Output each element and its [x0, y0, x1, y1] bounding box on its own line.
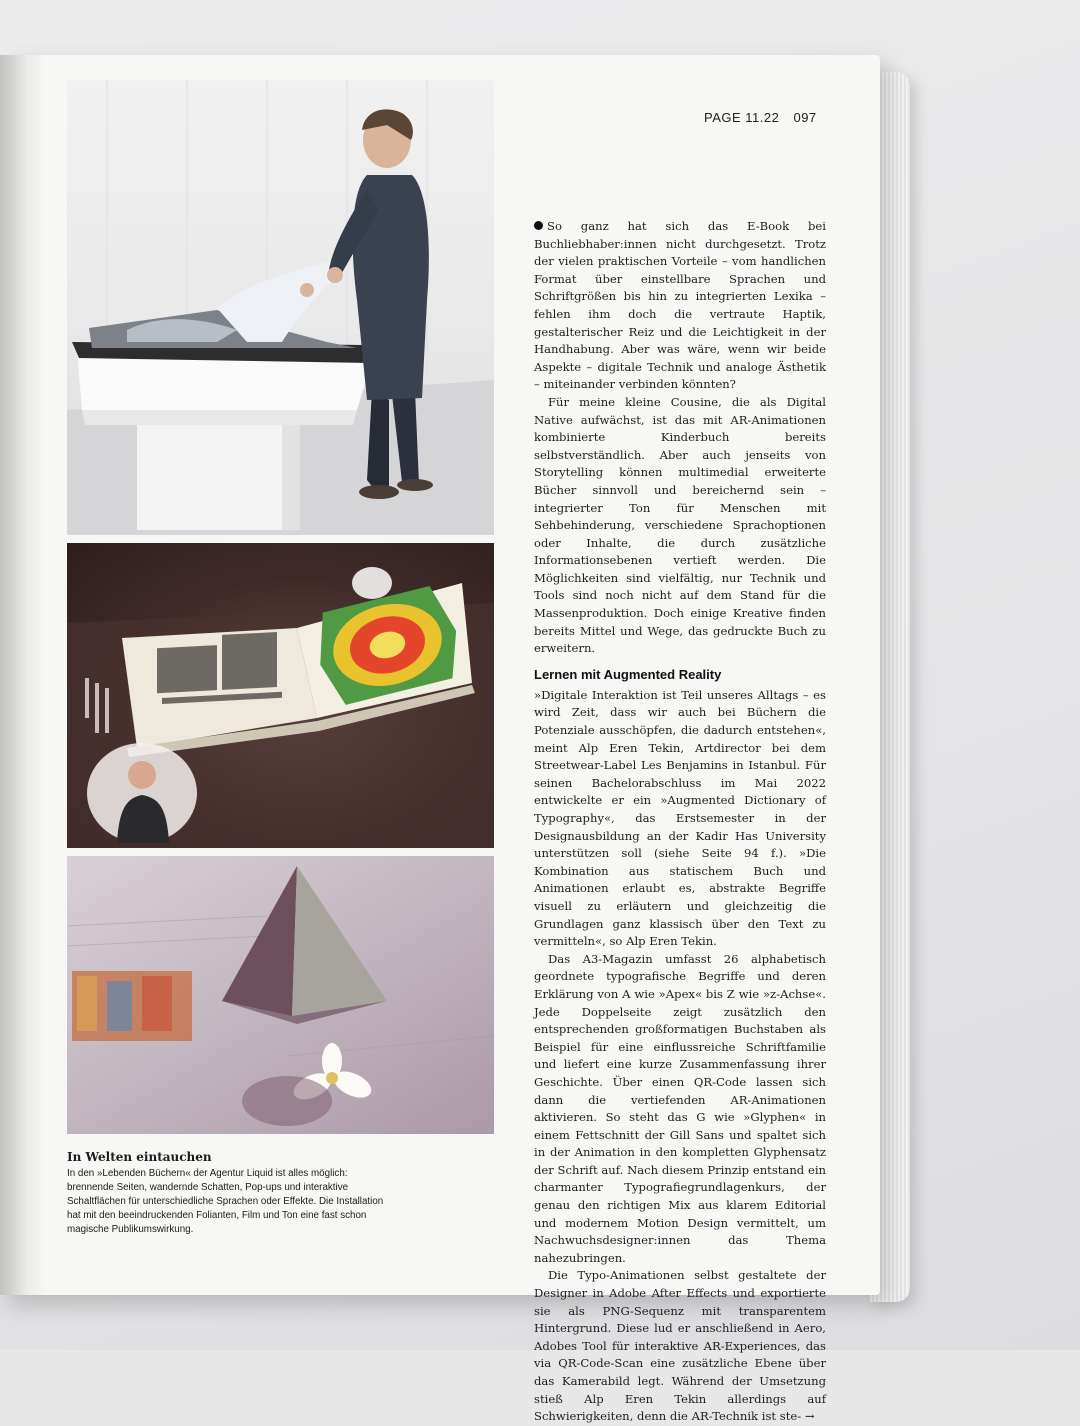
- caption-title: In Welten eintauchen: [67, 1150, 212, 1164]
- article-paragraph: Für meine kleine Cousine, die als Digital Native aufwächst, ist das mit AR-Animationen kombinierte Kinderbuch bereits selbstverständlich. Aber auch jenseits von Storytelling können multimedial erweiterte Bücher sinnvoll und bereichernd sein – integrierter Ton für Menschen mit Sehbehinderung, verschiedene Sprachoptionen oder Inhalte, die durch zusätzliche Informationsebenen vertieft werden. Die Möglichkeiten sind vielfältig, nur Technik und Tools sind noch nicht auf dem Stand für die Massenproduktion. Doch einige Kreative finden bereits Mittel und Wege, das gedruckte Buch zu erweitern.: [534, 394, 826, 656]
- article-paragraph: So ganz hat sich das E-Book bei Buchliebhaber:innen nicht durchgesetzt. Trotz der vielen praktischen Vorteile – vom handlichen Format über einstellbare Sprachen und Schriftgrößen bis hin zu integrierten Lexika – fehlen ihm doch die vertraute Haptik, gestalterischer Reiz und die Leichtigkeit in der Handhabung. Aber was wäre, wenn wir beide Aspekte – digitale Technik und analoge Ästhetik – miteinander verbinden könnten?: [534, 219, 826, 392]
- page-header: [704, 110, 834, 125]
- photo-projected-book: [67, 543, 494, 848]
- page-gutter-shadow: [0, 55, 45, 1295]
- magazine-issue: PAGE 11.22: [704, 110, 780, 125]
- photo-illustration-3: [67, 856, 494, 1134]
- photo-illustration-1: [67, 80, 494, 535]
- article-paragraph: Das A3-Magazin umfasst 26 alphabetisch geordnete typografische Begriffe und deren Erklärung von A wie »Apex« bis Z wie »z-Achse«. Jede Doppelseite zeigt zusätzlich den entsprechenden großformatigen Buchstaben als Beispiel für eine einflussreiche Schriftfamilie und liefert eine kurze Zusammenfassung ihrer Geschichte. Über einen QR-Code lassen sich dann die vertiefenden AR-Animationen aktivieren. So steht das G wie »Glyphen« in einem Fettschnitt der Gill Sans und spaltet sich in der Animation in den kompletten Glyphensatz der Schrift auf. Nach diesem Prinzip entstand ein charmanter Typografiegrundlagenkurs, der genau den richtigen Mix aus klarem Editorial und modernem Motion Design vermittelt, um Nachwuchsdesigner:innen das Thema nahezubringen.: [534, 951, 826, 1265]
- bullet-icon: [534, 221, 543, 230]
- photo-illustration-2: [67, 543, 494, 848]
- photo-caption: [67, 1150, 397, 1237]
- photo-pyramid-on-book: [67, 856, 494, 1134]
- page-number: 097: [793, 110, 817, 125]
- article-paragraph: Die Typo-Animationen selbst gestaltete der Designer in Adobe After Effects und exportierte sie als PNG-Sequenz mit transparentem Hintergrund. Diese lud er anschließend in Aero, Adobes Tool für interaktive AR-Experiences, das via QR-Code-Scan eine zusätzliche Ebene über das Kamerabild legt. Während der Umsetzung stieß Alp Eren Tekin allerdings auf Schwierigkeiten, denn die AR-Technik ist ste- →: [534, 1268, 826, 1424]
- article-paragraph: »Digitale Interaktion ist Teil unseres Alltags – es wird Zeit, dass wir auch bei Büchern die Potenziale ausschöpfen, die dadurch entstehen«, meint Alp Eren Tekin, Artdirector bei dem Streetwear-Label Les Benjamins in Istanbul. Für seinen Bachelorabschluss im Mai 2022 entwickelte er ein »Augmented Dictionary of Typography«, das Erstsemester in der Designausbildung an der Kadir Has University unterstützen soll (siehe Seite 94 f.). »Die Kombination aus statischem Buch und Animationen erlaubt es, abstrakte Begriffe visuell zu erläutern und gleichzeitig die Grundlagen ganz klassisch über den Text zu vermitteln«, so Alp Eren Tekin.: [534, 687, 826, 949]
- caption-text: In den »Lebenden Büchern« der Agentur Liquid ist alles möglich: brennende Seiten, wandernde Schatten, Pop-ups und interaktive Schaltflächen für unterschiedliche Sprachen oder Effekte. Die Installation hat mit den beeindruckenden Folianten, Film und Ton eine fast schon magische Publikumswirkung.: [67, 1168, 384, 1235]
- article-column: [534, 218, 826, 1426]
- photo-man-at-book-table: [67, 80, 494, 535]
- article-subheading: Lernen mit Augmented Reality: [534, 666, 722, 682]
